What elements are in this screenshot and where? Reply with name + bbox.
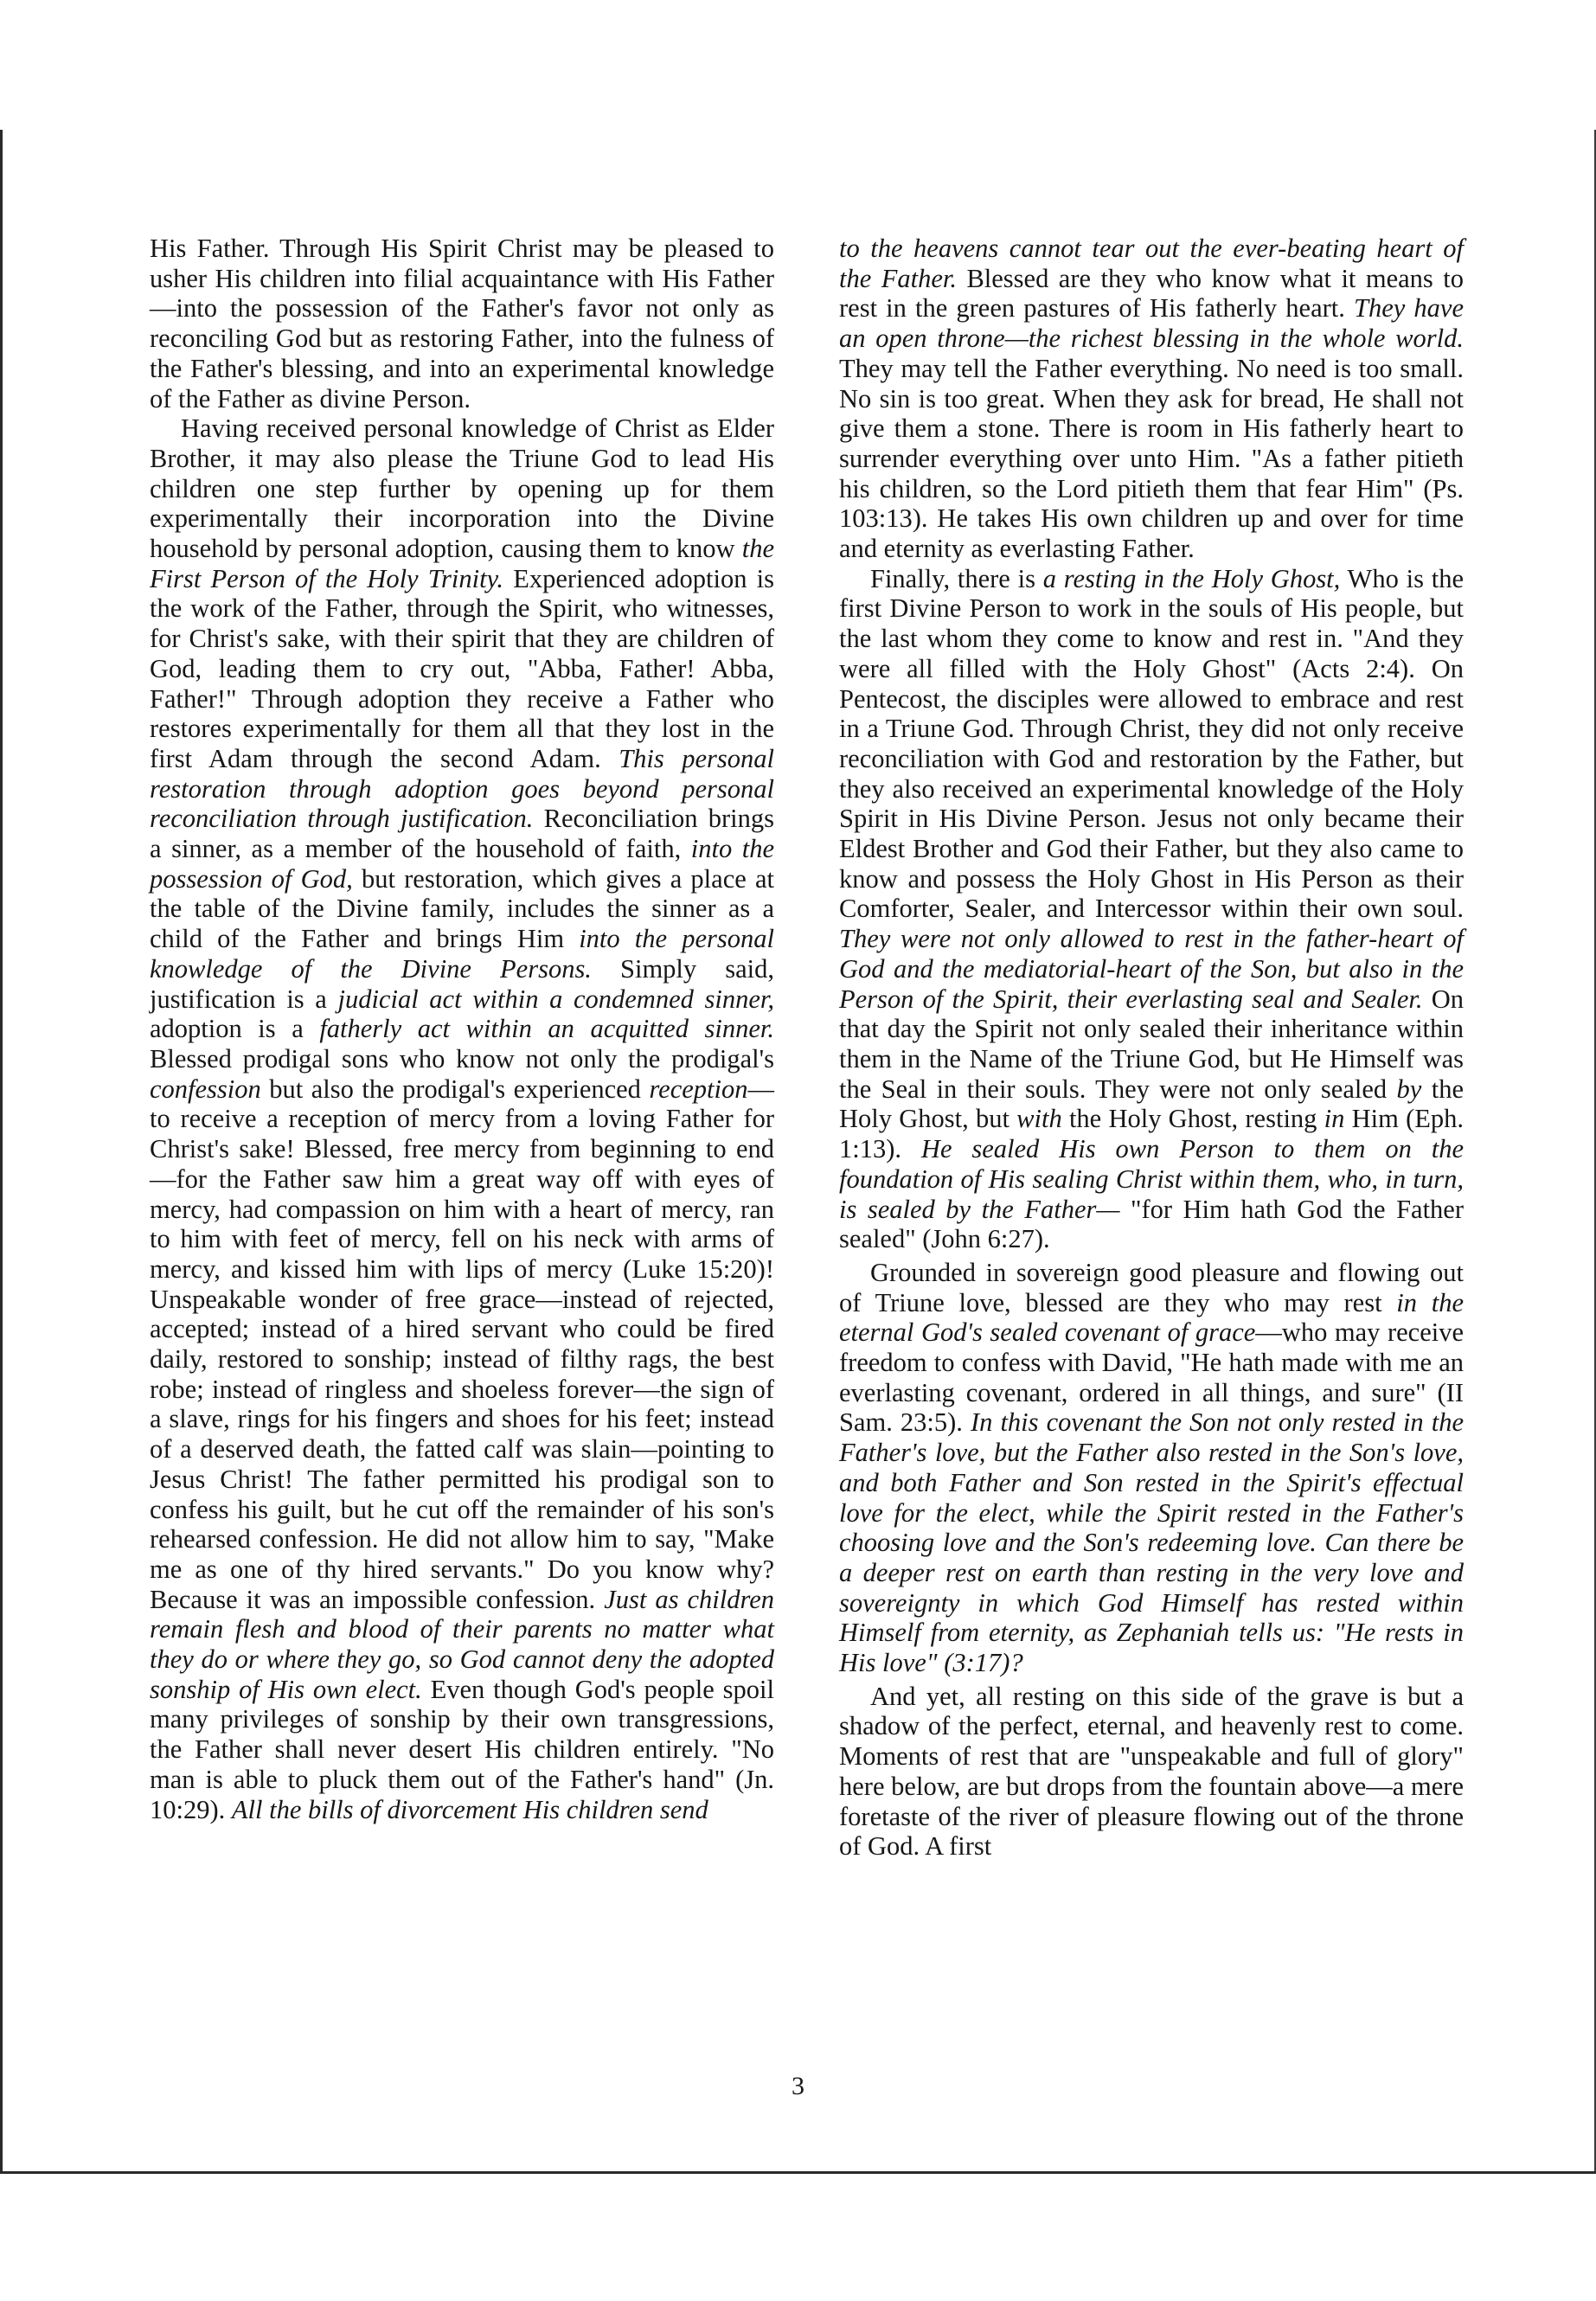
text-run: Blessed prodigal sons who know not only the prodigal's bbox=[150, 1043, 774, 1074]
italic-run: This personal restoration through adoption goes beyond personal reconciliation through justification. bbox=[150, 743, 774, 834]
paragraph: His Father. Through His Spirit Christ may be pleased to usher His children into filial acquaintance with His Father—into the possession of the Father's favor not only as reconciling God but as restoring Father, into the fulness of the Father's blessing, and into an experimental knowledge of the Father as divine Person. bbox=[150, 234, 774, 413]
italic-run: He sealed His own Person to them on the foundation of His sealing Christ within them, who, in turn, is sealed by the Father— bbox=[839, 1134, 1465, 1224]
text-run: —to receive a reception of mercy from a loving Father for Christ's sake! Blessed, free mercy from beginning to end—for the Father saw him a great way off with eyes of mercy, had compassion on him with a heart of mercy, ran to him with feet of mercy, fell on his neck with arms of mercy, and kissed him with lips of mercy (Luke 15:20)! Unspeakable wonder of free grace—instead of rejected, accepted; instead of a hired servant who could be fired daily, restored to sonship; instead of filthy rags, the best robe; instead of ringless and shoeless forever—the sign of a slave, rings for his fingers and shoes for his feet; instead of a deserved death, the fatted calf was slain—pointing to Jesus Christ! The father permitted his prodigal son to confess his guilt, but he cut off the remainder of his son's rehearsed confession. He did not allow him to say, "Make me as one of thy hired servants." Do you know why? Because it was an impossible confession. bbox=[150, 1074, 774, 1614]
paragraph bbox=[839, 234, 1464, 564]
text-run: Grounded in sovereign good pleasure and flowing out of Triune love, blessed are they who may rest bbox=[839, 1257, 1464, 1317]
italic-run: into the possession of God, bbox=[150, 834, 775, 894]
text-run: Experienced adoption is the work of the Father, through the Spirit, who witnesses, for Christ's sake, with their spirit that they are children of God, leading them to cry out, "Abba, Father! Abba, Father!" Through adoption they receive a Father who restores experimentally for them all that they lost in the first Adam through the second Adam. bbox=[150, 563, 775, 773]
italic-run: reception bbox=[649, 1074, 748, 1104]
italic-run: In this covenant the Son not only rested in the Father's love, but the Father also rested in the Son's love, and both Father and Son rested in the Spirit's effectual love for the elect, while the Spirit rested in the Father's choosing love and the Son's redeeming love. Can there be a deeper rest on earth than resting in the very love and sovereignty in which God Himself has rested within Himself from eternity, as Zephaniah tells us: "He rests in His love" (3:17)? bbox=[839, 1407, 1464, 1678]
text-run: the Holy Ghost, resting bbox=[1061, 1104, 1324, 1134]
text-run: adoption is a bbox=[150, 1014, 320, 1044]
left-column bbox=[150, 234, 774, 1824]
paragraph bbox=[150, 413, 774, 1824]
text-run: —who may receive freedom to confess with David, "He hath made with me an everlasting covenant, ordered in all things, and sure" (II Sam. 23:5). bbox=[839, 1317, 1464, 1438]
text-run: Him (Eph. 1:13). bbox=[839, 1104, 1464, 1164]
italic-run: confession bbox=[150, 1074, 261, 1104]
right-column bbox=[839, 234, 1464, 1862]
paragraph bbox=[839, 564, 1464, 1254]
text-run: Finally, there is bbox=[870, 563, 1043, 593]
text-run: the Holy Ghost, but bbox=[839, 1074, 1464, 1134]
italic-run: in the eternal God's sealed covenant of grace bbox=[839, 1287, 1464, 1348]
italic-run: into the personal knowledge of the Divine Persons. bbox=[150, 924, 774, 984]
page-number: 3 bbox=[792, 2072, 804, 2100]
scan-edge-left bbox=[0, 130, 3, 2171]
italic-run: by bbox=[1396, 1074, 1422, 1104]
scan-edge-bottom bbox=[0, 2171, 1596, 2174]
italic-run: to the heavens cannot tear out the ever-beating heart of the Father. bbox=[839, 234, 1464, 293]
text-run: They may tell the Father everything. No need is too small. No sin is too great. When they ask for bread, He shall not give them a stone. There is room in His fatherly heart to surrender everything over unto Him. "As a father pitieth his children, so the Lord pitieth them that fear Him" (Ps. 103:13). He takes His own children up and over for time and eternity as everlasting Father. bbox=[839, 353, 1464, 564]
italic-run: They have an open throne—the richest blessing in the whole world. bbox=[839, 293, 1465, 354]
text-run: but restoration, which gives a place at the table of the Divine family, includes the sinner as a child of the Father and brings Him bbox=[150, 863, 774, 954]
text-run: Having received personal knowledge of Christ as Elder Brother, it may also please the Triune God to lead His children one step further by opening up for them experimentally their incorporation into the Divine household by personal adoption, causing them to know bbox=[150, 413, 774, 564]
italic-run: in bbox=[1324, 1104, 1345, 1134]
text-run: Blessed are they who know what it means to rest in the green pastures of His fatherly heart. bbox=[839, 263, 1464, 324]
italic-run: with bbox=[1016, 1104, 1062, 1134]
text-run: but also the prodigal's experienced bbox=[260, 1074, 650, 1104]
italic-run: fatherly act within an acquitted sinner. bbox=[319, 1014, 774, 1044]
text-run: "for Him hath God the Father sealed" (John 6:27). bbox=[839, 1194, 1464, 1254]
text-run: Who is the first Divine Person to work in the souls of His people, but the last whom they come to know and rest in. "And they were all filled with the Holy Ghost" (Acts 2:4). On Pentecost, the disciples were allowed to embrace and rest in a Triune God. Through Christ, they did not only receive reconciliation with God and restoration by the Father, but they also received an experimental knowledge of the Holy Spirit in His Divine Person. Jesus not only became their Eldest Brother and God their Father, but they also came to know and possess the Holy Ghost in His Person as their Comforter, Sealer, and Intercessor within their own soul. bbox=[839, 563, 1465, 924]
italic-run: judicial act within a condemned sinner, bbox=[337, 984, 774, 1014]
text-run: Reconciliation brings a sinner, as a member of the household of faith, bbox=[150, 804, 774, 864]
text-run: Simply said, justification is a bbox=[150, 953, 774, 1014]
italic-run: All the bills of divorcement His children send bbox=[231, 1794, 708, 1824]
italic-run: Just as children remain flesh and blood of their parents no matter what they do or where they go, so God cannot deny the adopted sonship of His own elect. bbox=[150, 1584, 774, 1704]
text-run: And yet, all resting on this side of the grave is but a shadow of the perfect, eternal, and heavenly rest to come. Moments of rest that are "unspeakable and full of glory" here below, are but drops from the fountain above—a mere foretaste of the river of pleasure flowing out of the throne of God. A first bbox=[839, 1681, 1464, 1862]
italic-run: They were not only allowed to rest in the father-heart of God and the mediatorial-heart of the Son, but also in the Person of the Spirit, their everlasting seal and Sealer. bbox=[839, 924, 1464, 1014]
text-run: Even though God's people spoil many privileges of sonship by their own transgressions, the Father shall never desert His children entirely. "No man is able to pluck them out of the Father's hand" (Jn. 10:29). bbox=[150, 1674, 774, 1824]
italic-run: a resting in the Holy Ghost, bbox=[1042, 563, 1341, 593]
text-run: On that day the Spirit not only sealed their inheritance within them in the Name of the Triune God, but He Himself was the Seal in their souls. They were not only sealed bbox=[839, 984, 1465, 1104]
italic-run: the First Person of the Holy Trinity. bbox=[150, 534, 774, 593]
paragraph bbox=[839, 1682, 1464, 1862]
paragraph bbox=[839, 1258, 1464, 1678]
